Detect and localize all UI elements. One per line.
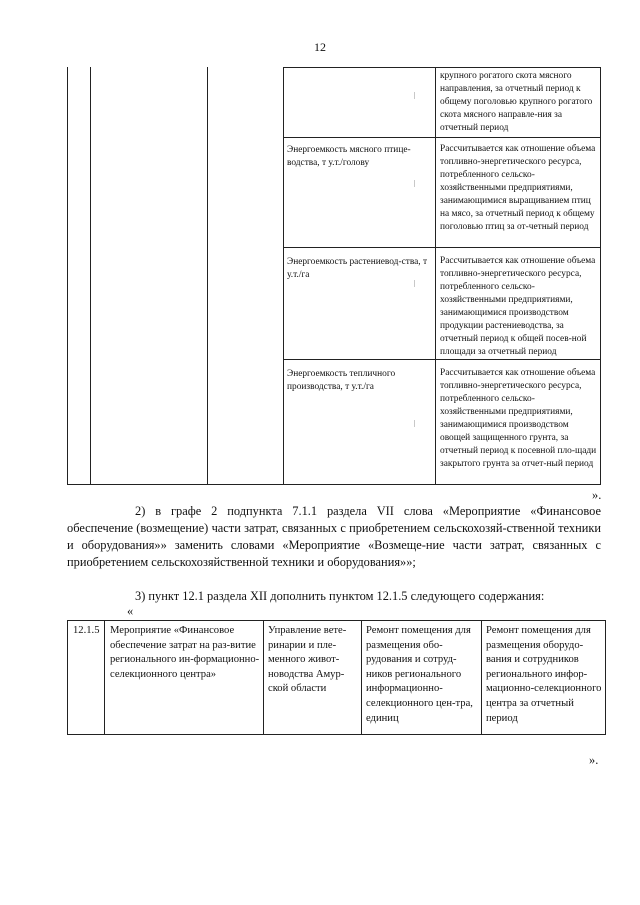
scan-mark xyxy=(414,180,415,187)
row2-description: Рассчитывается как отношение объема топливно-энергетического ресурса, потребленного сельско-хозяйственными предприятиями, занимающимися выращиванием птиц на мясо, за отчетный период к общему поголовью птиц за от-четный период xyxy=(440,144,596,232)
closing-quote: ». xyxy=(592,488,602,502)
row3-indicator: Энергоемкость растениевод-ства, т у.т./га xyxy=(287,257,428,280)
row4-indicator: Энергоемкость тепличного производства, т у.т./га xyxy=(287,369,396,392)
event-name: Мероприятие «Финансовое обеспечение затрат на раз-витие регионального ин-формационно-селекционного центра» xyxy=(110,625,260,680)
item-number: 12.1.5 xyxy=(73,625,100,636)
row1-description: крупного рогатого скота мясного направления, за отчетный период к общему поголовью крупного рогатого скота мясного направле-ния за отчетный период xyxy=(440,71,593,133)
executor: Управление вете-ринарии и пле-менного живот-новодства Амур-ской области xyxy=(268,625,347,695)
paragraph-2: 2) в графе 2 подпункта 7.1.1 раздела VII слова «Мероприятие «Финансовое обеспечение (возмещение) части затрат, связанных с приобретением сельскохозяй-ственной техники и оборудования»» заменить словами «Мероприятие «Возмеще-ние части затрат, связанных с приобретением сельскохозяйственной техники и оборудования»»; xyxy=(67,504,601,569)
opening-quote: « xyxy=(127,604,134,618)
page-number: 12 xyxy=(314,40,326,54)
paragraph-3: 3) пункт 12.1 раздела XII дополнить пунктом 12.1.5 следующего содержания: xyxy=(135,589,545,603)
upper-table xyxy=(67,67,601,485)
lower-table xyxy=(67,620,606,735)
indicator-name: Ремонт помещения для размещения обо-рудования и сотруд-ников регионального информационно-селекционного цен-тра, единиц xyxy=(366,625,473,724)
scan-mark xyxy=(414,92,415,99)
closing-quote-end: ». xyxy=(589,753,599,767)
indicator-description: Ремонт помещения для размещения оборудо-вания и сотрудников регионального инфор-мационно-селекционного центра за отчетный период xyxy=(486,625,602,724)
scan-mark xyxy=(414,420,415,427)
row3-description: Рассчитывается как отношение объема топливно-энергетического ресурса, потребленного сельско-хозяйственными предприятиями, занимающимися производством продукции растениеводства, за отчетный период к общей посев-ной площади за отчетный период xyxy=(440,256,596,357)
row2-indicator: Энергоемкость мясного птице-водства, т у.т./голову xyxy=(287,145,411,168)
row4-description: Рассчитывается как отношение объема топливно-энергетического ресурса, потребленного сельско-хозяйственными предприятиями, занимающимися производством овощей защищенного грунта, за отчетный период к посевной пло-щади закрытого грунта за отчет-ный период xyxy=(440,368,597,469)
scan-mark xyxy=(414,280,415,287)
